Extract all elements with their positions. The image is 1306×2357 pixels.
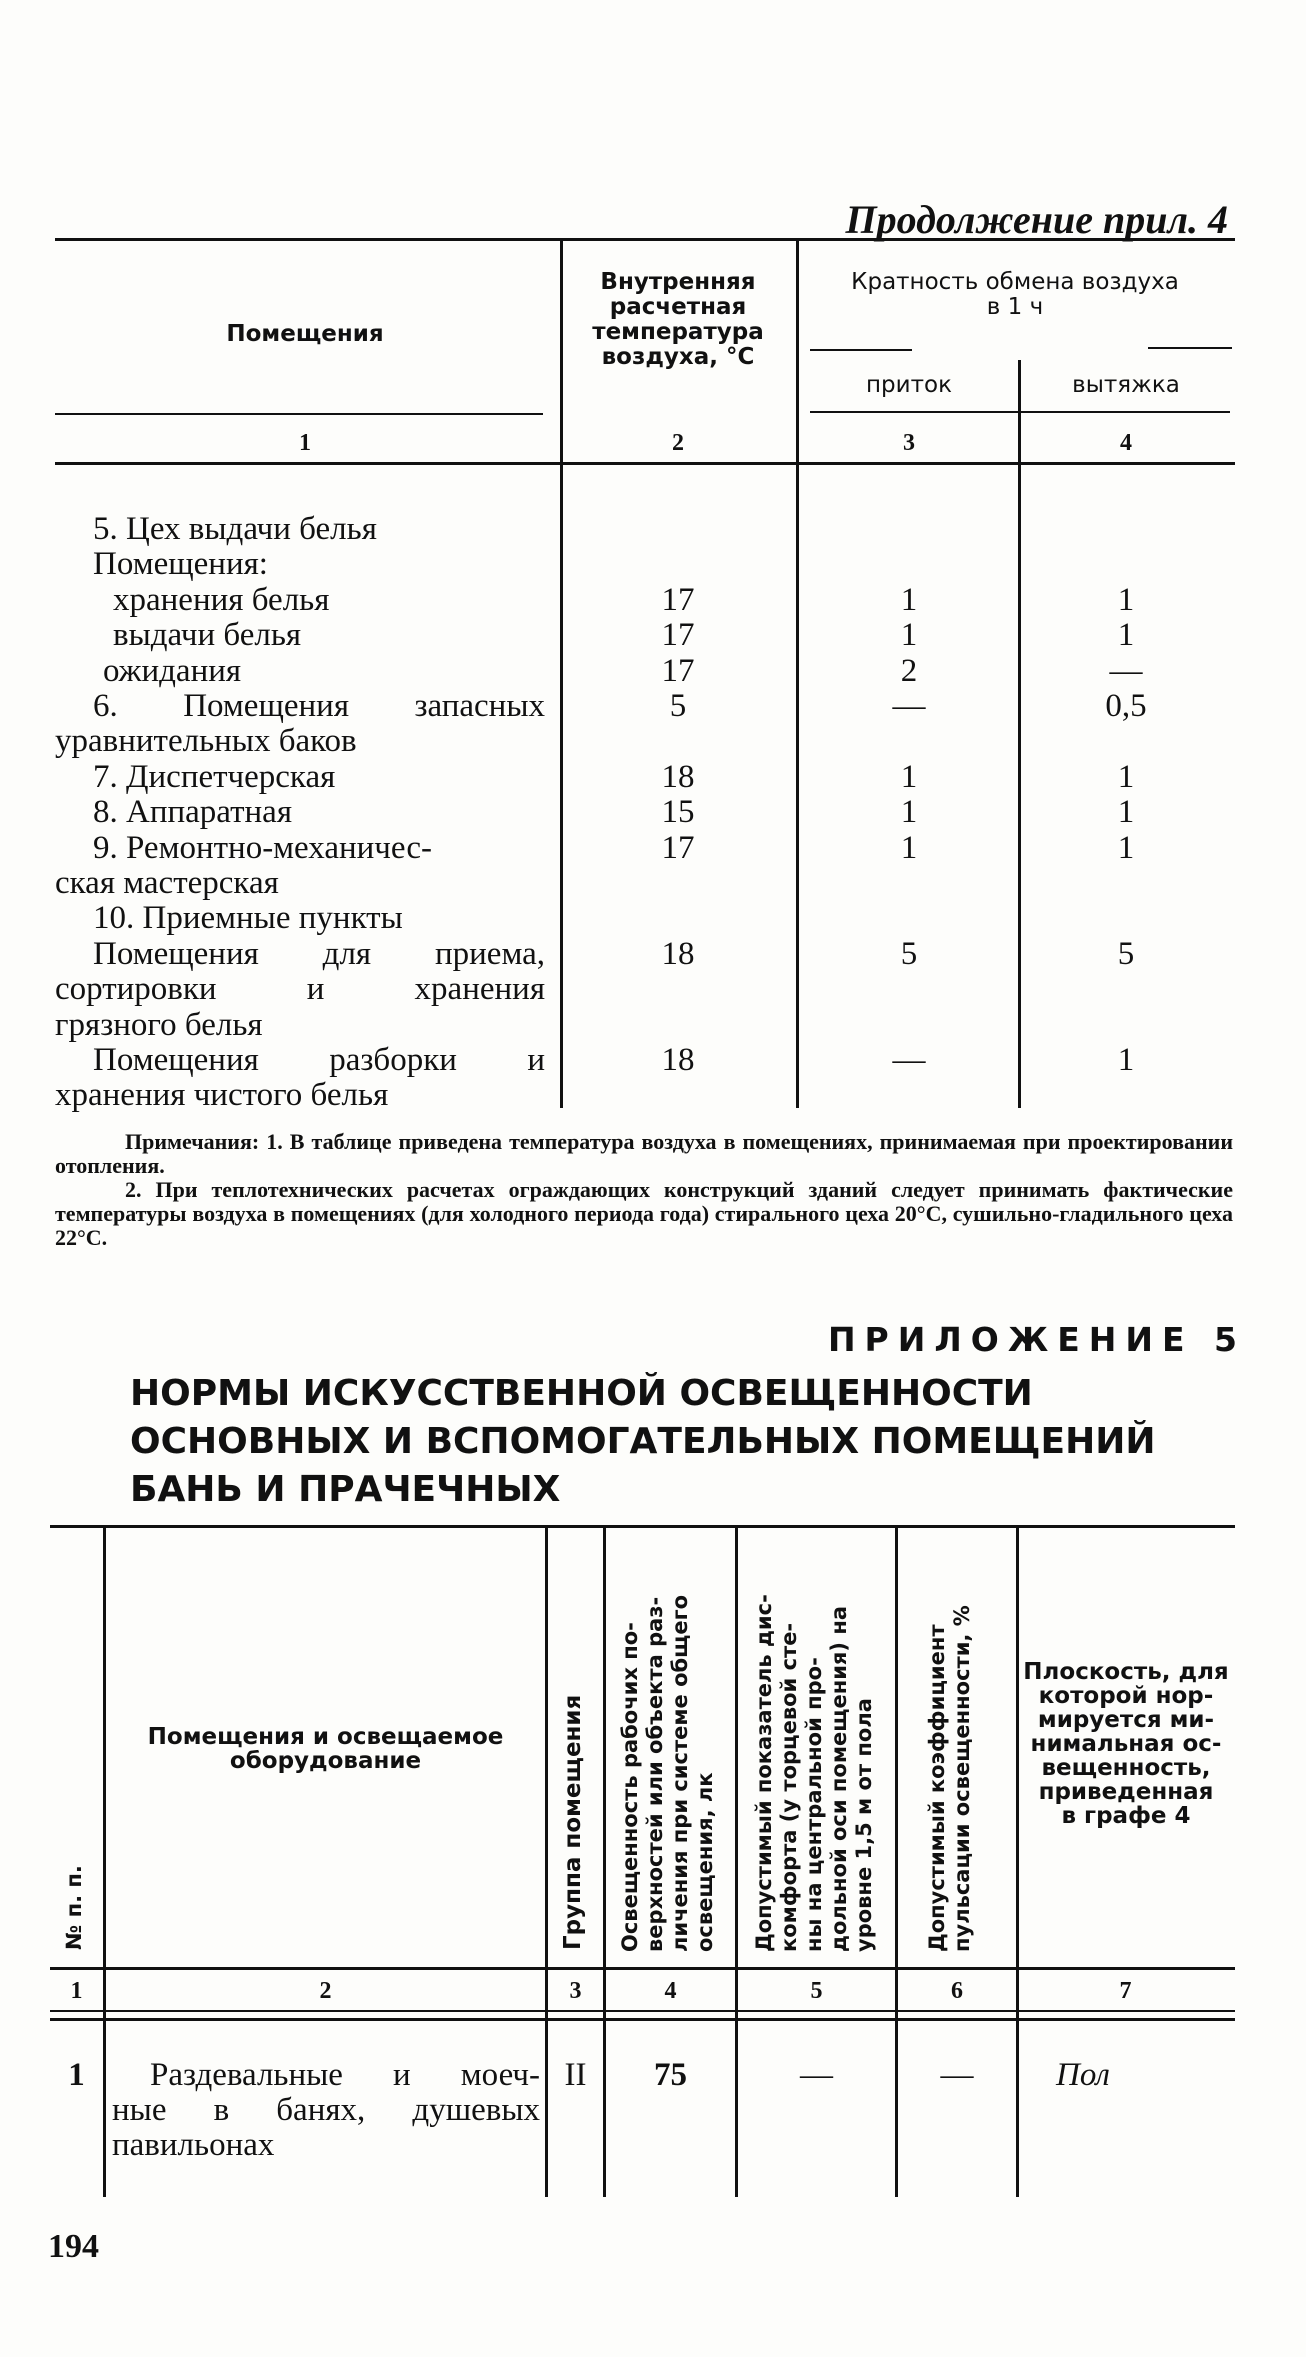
row-exhaust: 1 (1117, 582, 1135, 618)
row-exhaust: 1 (1117, 830, 1135, 866)
row-label: 8. Аппаратная (93, 794, 292, 830)
row-exhaust: — (1109, 653, 1143, 689)
row-supply: — (892, 1042, 926, 1078)
row-temperature: 18 (661, 759, 695, 795)
row-supply: 1 (900, 617, 918, 653)
row-temperature: 17 (661, 830, 695, 866)
header-number: № п. п. (62, 1865, 86, 1950)
col-number-3: 3 (903, 430, 915, 456)
col-number-4: 4 (1120, 430, 1132, 456)
col-number-2: 2 (672, 430, 684, 456)
row-exhaust: 5 (1117, 936, 1135, 972)
row-temperature: 17 (661, 582, 695, 618)
note-1: Примечания: 1. В таблице приведена температура воздуха в помещениях, принимаемая при проектировании отопления. (55, 1129, 1233, 1178)
header-temperature: Внутренняя расчетная температура воздуха, °С (592, 269, 764, 370)
row-supply: 1 (900, 794, 918, 830)
t2-col-number-6: 6 (951, 1978, 963, 2004)
row-label: сортировки и хранения (55, 971, 545, 1007)
row-label: хранения белья (113, 582, 330, 618)
row-label: 10. Приемные пункты (93, 900, 403, 936)
page-number: 194 (48, 2228, 99, 2265)
header-exhaust: вытяжка (1072, 372, 1180, 398)
section-title: НОРМЫ ИСКУССТВЕННОЙ ОСВЕЩЕННОСТИ ОСНОВНЫХ И ВСПОМОГАТЕЛЬНЫХ ПОМЕЩЕНИЙ БАНЬ И ПРАЧЕЧНЫХ (130, 1373, 1156, 1510)
row-temperature: 15 (661, 794, 695, 830)
row-plane: Пол (1056, 2057, 1110, 2093)
row-exhaust: 1 (1117, 617, 1135, 653)
row-temperature: 18 (661, 936, 695, 972)
row-temperature: 17 (661, 653, 695, 689)
header-rooms: Помещения (226, 321, 384, 347)
row-exhaust: 1 (1117, 1042, 1135, 1078)
row-label: 5. Цех выдачи белья (93, 511, 377, 547)
t2-col-number-2: 2 (319, 1978, 332, 2004)
header-illuminance: Освещенность рабочих по- верхностей или объекта раз- личения при системе общего освещения, лк (618, 1594, 717, 1952)
row-label: ская мастерская (55, 865, 279, 901)
row-label: Помещения разборки и (93, 1042, 545, 1078)
header-glare-index: Допустимый показатель дис- комфорта (у торцевой сте- ны на центральной про- дольной оси помещения) на уровне 1,5 м от пола (752, 1594, 876, 1952)
row-label: 6. Помещения запасных (93, 688, 545, 724)
row-illuminance: 75 (654, 2057, 687, 2093)
row-label: Помещения для приема, (93, 936, 545, 972)
row-supply: 5 (900, 936, 918, 972)
row-label: выдачи белья (113, 617, 302, 653)
row-number: 1 (68, 2057, 85, 2093)
t2-col-number-3: 3 (569, 1978, 582, 2004)
row-label: ожидания (103, 653, 242, 689)
header-pulsation: Допустимый коэффициент пульсации освещенности, % (925, 1605, 974, 1952)
row-pulsation: — (940, 2057, 974, 2093)
header-supply: приток (866, 372, 952, 398)
row-label: Помещения: (93, 546, 268, 582)
row-supply: 1 (900, 759, 918, 795)
note-2: 2. При теплотехнических расчетах ограждающих конструкций зданий следует принимать фактические температуры воздуха в помещениях (для холодного периода года) стирального цеха 20°С, сушильно-гладильного цеха 22°С. (55, 1177, 1233, 1250)
row-supply: 1 (900, 582, 918, 618)
row-exhaust: 1 (1117, 759, 1135, 795)
t2-col-number-4: 4 (664, 1978, 677, 2004)
appendix-label: ПРИЛОЖЕНИЕ 5 (827, 1320, 1246, 1359)
t2-col-number-1: 1 (70, 1978, 83, 2004)
header-room-equipment: Помещения и освещаемое оборудование (147, 1724, 504, 1774)
row-exhaust: 0,5 (1105, 688, 1147, 724)
row-supply: 2 (900, 653, 918, 689)
row-temperature: 18 (661, 1042, 695, 1078)
row-glare-index: — (800, 2057, 833, 2093)
header-air-exchange: Кратность обмена воздуха в 1 ч (851, 269, 1179, 320)
row-label: 7. Диспетчерская (93, 759, 336, 795)
t2-col-number-5: 5 (810, 1978, 823, 2004)
row-room: Раздевальные и моеч- ные в банях, душевых павильонах (112, 2057, 540, 2163)
row-temperature: 17 (661, 617, 695, 653)
row-label: грязного белья (55, 1007, 263, 1043)
row-supply: — (892, 688, 926, 724)
continuation-heading: Продолжение прил. 4 (845, 197, 1228, 242)
header-plane: Плоскость, для которой нор- мируется ми- нимальная ос- вещенность, приведенная в графе 4 (1023, 1659, 1229, 1829)
row-label: уравнительных баков (55, 723, 357, 759)
t2-col-number-7: 7 (1119, 1978, 1132, 2004)
row-label: 9. Ремонтно-механичес- (93, 830, 433, 866)
row-exhaust: 1 (1117, 794, 1135, 830)
header-group: Группа помещения (560, 1694, 586, 1950)
row-supply: 1 (900, 830, 918, 866)
col-number-1: 1 (299, 430, 311, 456)
row-group: II (564, 2057, 587, 2093)
row-temperature: 5 (669, 688, 687, 724)
notes (55, 1130, 1233, 1250)
row-label: хранения чистого белья (55, 1077, 389, 1113)
